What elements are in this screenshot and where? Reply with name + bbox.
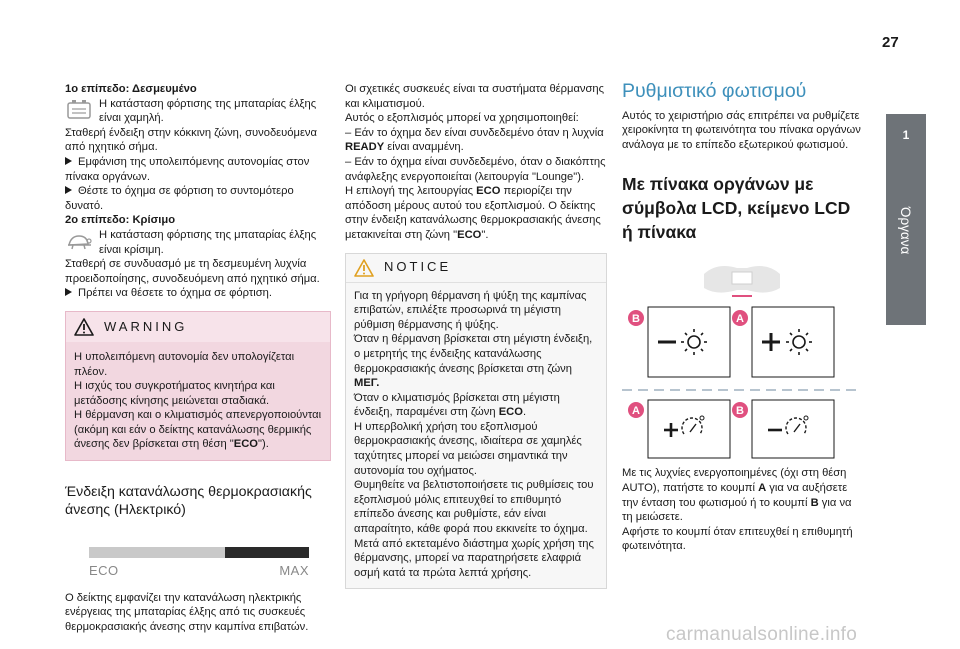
level2-bullet: Πρέπει να θέσετε το όχημα σε φόρτιση. bbox=[65, 286, 331, 301]
turtle-icon bbox=[65, 228, 93, 254]
notice-p3: Όταν ο κλιματισμός βρίσκεται στη μέγιστη ένδειξη, παραμένει στη ζώνη ECO. bbox=[354, 391, 560, 419]
gauge-bar-max-zone bbox=[225, 547, 309, 558]
label-b-bottom: B bbox=[736, 405, 744, 418]
notice-header bbox=[346, 254, 606, 283]
level1-icon-line bbox=[65, 97, 331, 126]
mid-p5: Η επιλογή της λειτουργίας ECO περιορίζει την απόδοση μέρους αυτού του εξοπλισμού. Ο δείκτης στην ένδειξη κατανάλωσης θερμοκρασιακής άνεσης μετακινείται στη ζώνη "ECO". bbox=[345, 185, 601, 241]
dimmer-desc-2: Αφήστε το κουμπί όταν επιτευχθεί η επιθυμητή φωτεινότητα. bbox=[622, 525, 853, 553]
level1-desc: Σταθερή ένδειξη στην κόκκινη ζώνη, συνοδευόμενα από ηχητικό σήμα. bbox=[65, 126, 317, 154]
level2-title: 2ο επίπεδο: Κρίσιμο bbox=[65, 214, 176, 227]
level1-icon-text: Η κατάσταση φόρτισης της μπαταρίας έλξης είναι χαμηλή. bbox=[99, 97, 317, 125]
gauge-desc: Ο δείκτης εμφανίζει την κατανάλωση ηλεκτρικής ενέργειας της μπαταρίας έλξης από τις συσκευές θερμοκρασιακής άνεσης στην καμπίνα επιβατών. bbox=[65, 591, 309, 633]
notice-p5: Θυμηθείτε να βελτιστοποιήσετε τις ρυθμίσεις του εξοπλισμού μόλις επιτευχθεί το επιθυμητό επίπεδο άνεσης και ρυθμίστε, εάν είναι απαραίτητο, κάθε φορά που εκκινείτε το όχημα. bbox=[354, 479, 594, 536]
arrow-right-icon bbox=[65, 288, 72, 296]
notice-p4: Η υπερβολική χρήση του εξοπλισμού θερμοκρασιακής άνεσης, ιδιαίτερα σε χαμηλές ταχύτητες μπορεί να μειώσει σημαντικά την αυτονομία του οχήματος. bbox=[354, 420, 582, 477]
chapter-number: 1 bbox=[886, 114, 926, 156]
warning-title: WARNING bbox=[104, 318, 188, 334]
notice-triangle-icon bbox=[354, 259, 374, 277]
gauge-eco-label: ECO bbox=[89, 563, 119, 579]
warning-box bbox=[65, 311, 331, 461]
mid-p3: – Εάν το όχημα δεν είναι συνδεδεμένο όταν η λυχνία READY είναι αναμμένη. bbox=[345, 126, 604, 154]
notice-body bbox=[346, 283, 606, 589]
section-subtitle: Με πίνακα οργάνων με σύμβολα LCD, κείμενο LCD ή πίνακα bbox=[622, 174, 851, 243]
warning-p3: Η θέρμανση και ο κλιματισμός απενεργοποιούνται (ακόμη και εάν ο δείκτης κατανάλωσης θερμικής άνεσης δεν βρίσκεται στη θέση "ECO"). bbox=[74, 409, 322, 451]
section-title: Ρυθμιστικό φωτισμού bbox=[622, 80, 807, 102]
battery-reserve-icon bbox=[65, 97, 93, 123]
level1-bullet-2: Θέστε το όχημα σε φόρτιση το συντομότερο δυνατό. bbox=[65, 185, 294, 212]
comfort-gauge bbox=[89, 547, 309, 579]
label-a-top: A bbox=[736, 313, 744, 326]
label-a-bottom: A bbox=[632, 405, 640, 418]
page-number: 27 bbox=[882, 34, 899, 51]
gauge-bar bbox=[89, 547, 309, 558]
notice-title: NOTICE bbox=[384, 259, 452, 275]
mid-p4: – Εάν το όχημα είναι συνδεδεμένο, όταν ο διακόπτης ανάφλεξης ενεργοποιείται (λειτουργία "Lounge"). bbox=[345, 155, 606, 183]
level2-icon-line bbox=[65, 228, 331, 257]
section-intro: Αυτός το χειριστήριο σάς επιτρέπει να ρυθμίζετε χειροκίνητα τη φωτεινότητα του πίνακα οργάνων ανάλογα με το επίπεδο εξωτερικού φωτισμού. bbox=[622, 109, 861, 151]
column-middle bbox=[345, 82, 607, 589]
level1-title: 1ο επίπεδο: Δεσμευμένο bbox=[65, 83, 197, 95]
warning-p1: Η υπολειπόμενη αυτονομία δεν υπολογίζεται πλέον. bbox=[74, 350, 295, 378]
gauge-max-label: MAX bbox=[279, 563, 309, 579]
footer-watermark: carmanualsonline.info bbox=[666, 624, 858, 645]
gauge-labels bbox=[89, 564, 309, 579]
instrument-panel-sketch bbox=[704, 266, 780, 296]
notice-p6: Μετά από εκτεταμένο διάστημα χωρίς χρήση της θέρμανσης, μπορεί να παρατηρήσετε ελαφριά οσμή κατά τα πρώτα λεπτά χρήσης. bbox=[354, 537, 594, 579]
warning-body bbox=[66, 342, 330, 460]
warning-triangle-icon bbox=[74, 318, 94, 336]
arrow-right-icon bbox=[65, 186, 72, 194]
level1-bullet-1: Εμφάνιση της υπολειπόμενης αυτονομίας στον πίνακα οργάνων. bbox=[65, 155, 310, 183]
warning-header bbox=[66, 312, 330, 342]
arrow-right-icon bbox=[65, 157, 72, 165]
level2-desc: Σταθερή σε συνδυασμό με τη δεσμευμένη λυχνία προειδοποίησης, συνοδευόμενη από ηχητικό σήμα. bbox=[65, 258, 320, 285]
mid-p2: Αυτός ο εξοπλισμός μπορεί να χρησιμοποιηθεί: bbox=[345, 112, 579, 125]
chapter-tab bbox=[886, 125, 926, 325]
label-b-top: B bbox=[632, 313, 640, 326]
mid-p1: Οι σχετικές συσκευές είναι τα συστήματα θέρμανσης και κλιματισμού. bbox=[345, 83, 605, 110]
level2-icon-text: Η κατάσταση φόρτισης της μπαταρίας έλξης είναι κρίσιμη. bbox=[99, 228, 317, 256]
warning-p2: Η ισχύς του συγκροτήματος κινητήρα και μετάδοσης κίνησης μειώνεται σταδιακά. bbox=[74, 380, 275, 407]
notice-p1: Για τη γρήγορη θέρμανση ή ψύξη της καμπίνας επιβατών, επιλέξτε προσωρινά τη μέγιστη ρύθμιση θέρμανσης ή ψύξης. bbox=[354, 289, 587, 331]
column-left bbox=[65, 82, 331, 634]
dimmer-diagram bbox=[622, 252, 862, 462]
chapter-label: Όργανα bbox=[898, 207, 913, 255]
notice-box bbox=[345, 253, 607, 590]
dimmer-desc: Με τις λυχνίες ενεργοποιημένες (όχι στη θέση AUTO), πατήστε το κουμπί A για να αυξήσετε την ένταση του φωτισμού ή το κουμπί B για να τη μειώσετε. bbox=[622, 467, 852, 524]
notice-p2: Όταν η θέρμανση βρίσκεται στη μέγιστη ένδειξη, ο μετρητής της ένδειξης κατανάλωσης θερμοκρασιακής άνεσης βρίσκεται στη ζώνη ΜΕΓ. bbox=[354, 333, 593, 390]
column-right bbox=[622, 82, 862, 554]
gauge-bar-eco-zone bbox=[89, 547, 225, 558]
dimmer-illustration bbox=[622, 252, 862, 462]
gauge-heading: Ένδειξη κατανάλωσης θερμοκρασιακής άνεσης (Ηλεκτρικό) bbox=[65, 484, 312, 519]
